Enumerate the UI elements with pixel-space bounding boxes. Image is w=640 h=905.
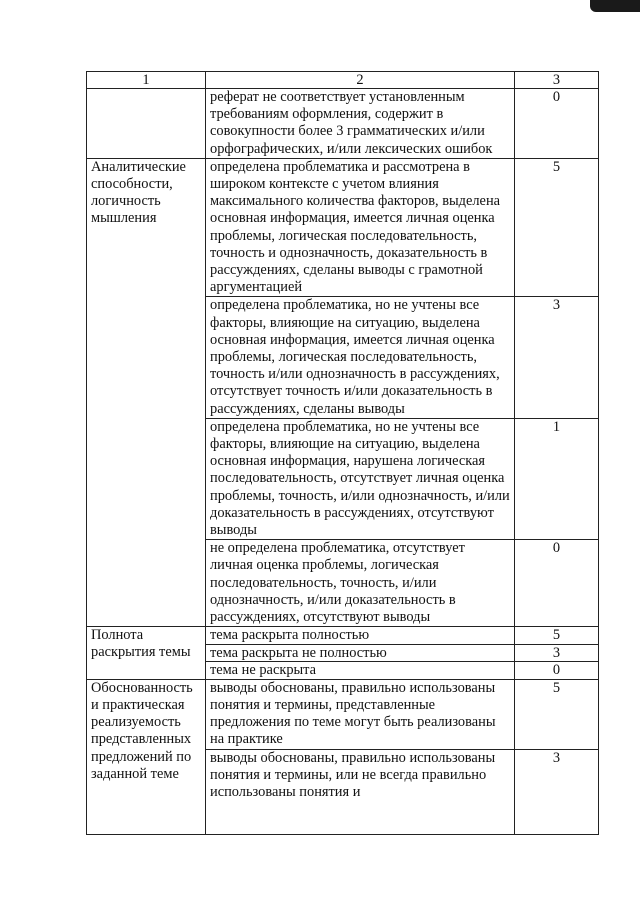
table-row — [87, 627, 599, 645]
description-cell: определена проблематика, но не учтены все факторы, влияющие на ситуацию, выделена основная информация, нарушена логическая последовательность, отсутствует личная оценка проблемы, точность, и/или однозначность, и/или доказательность в рассуждениях, отсутствуют выводы — [206, 418, 515, 539]
table-row — [87, 89, 599, 159]
table-row — [87, 158, 599, 297]
scan-corner-mark — [590, 0, 640, 12]
table-row — [87, 679, 599, 749]
description-cell: тема раскрыта полностью — [206, 627, 515, 645]
description-cell: выводы обоснованы, правильно использованы понятия и термины, представленные предложения по теме могут быть реализованы на практике — [206, 679, 515, 749]
description-cell: тема раскрыта не полностью — [206, 644, 515, 662]
column-number-2: 2 — [206, 72, 515, 89]
criterion-cell — [87, 89, 206, 159]
criterion-cell: Обоснованность и практическая реализуемость представленных предложений по заданной теме — [87, 679, 206, 834]
description-cell: тема не раскрыта — [206, 662, 515, 680]
column-number-3: 3 — [515, 72, 599, 89]
description-cell: определена проблематика и рассмотрена в широком контексте с учетом влияния максимального количества факторов, выделена основная информация, имеется личная оценка проблемы, логическая последовательность, точность и однозначность, доказательность в рассуждениях, сделаны выводы с грамотной аргументацией — [206, 158, 515, 297]
header-row — [87, 72, 599, 89]
score-cell: 3 — [515, 644, 599, 662]
score-cell: 0 — [515, 662, 599, 680]
score-cell: 3 — [515, 297, 599, 418]
score-cell: 5 — [515, 679, 599, 749]
description-cell: определена проблематика, но не учтены все факторы, влияющие на ситуацию, выделена основная информация, имеется личная оценка проблемы, логическая последовательность, точность и/или однозначность в рассуждениях, отсутствует точность и/или доказательность в рассуждениях, сделаны выводы — [206, 297, 515, 418]
description-cell — [206, 749, 515, 834]
criterion-cell: Полнота раскрытия темы — [87, 627, 206, 680]
score-cell: 0 — [515, 89, 599, 159]
score-cell: 5 — [515, 627, 599, 645]
score-cell: 5 — [515, 158, 599, 297]
score-cell: 3 — [515, 749, 599, 834]
assessment-criteria-table — [86, 71, 599, 835]
description-cell: реферат не соответствует установленным требованиям оформления, содержит в совокупности более 3 грамматических и/или орфографических, и/или лексических ошибок — [206, 89, 515, 159]
score-cell: 1 — [515, 418, 599, 539]
truncated-description: выводы обоснованы, правильно использованы понятия и термины, или не всегда правильно использованы понятия и — [210, 749, 496, 801]
criterion-cell: Аналитические способности, логичность мышления — [87, 158, 206, 626]
score-cell: 0 — [515, 540, 599, 627]
description-cell: не определена проблематика, отсутствует личная оценка проблемы, логическая последовательность, точность, и/или однозначность, и/или доказательность в рассуждениях, отсутствуют выводы — [206, 540, 515, 627]
column-number-1: 1 — [87, 72, 206, 89]
